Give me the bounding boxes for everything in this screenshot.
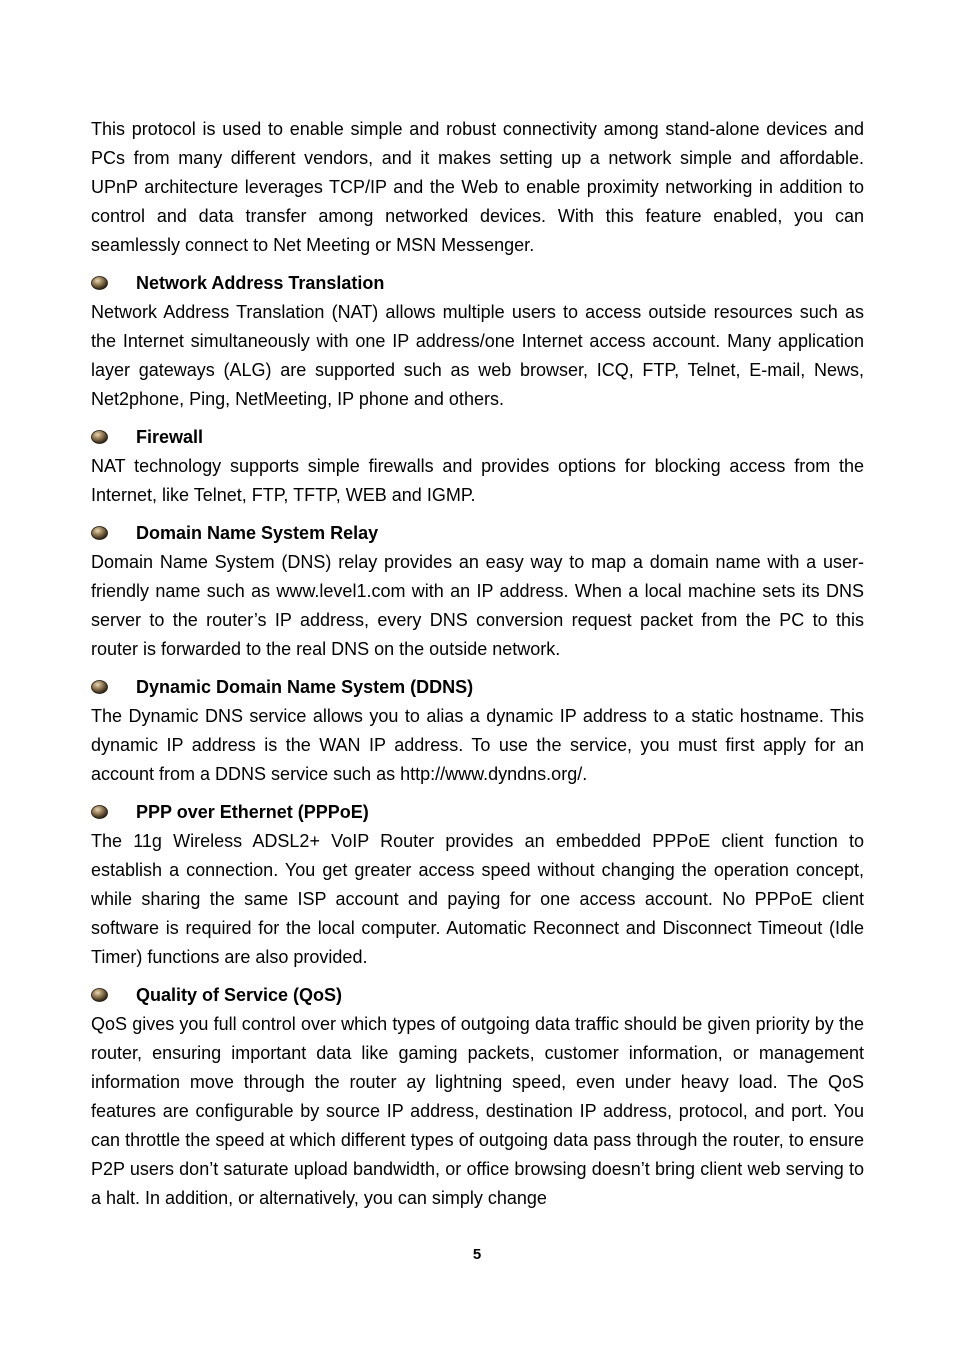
sphere-bullet-icon [91, 680, 108, 694]
section-heading-text: Quality of Service (QoS) [136, 984, 343, 1005]
section-firewall [91, 422, 864, 510]
sphere-bullet-icon [91, 988, 108, 1002]
section-body-nat: Network Address Translation (NAT) allows multiple users to access outside resources such as the Internet simultaneously with one IP address/one Internet access account. Many application layer gateways (ALG) are supported such as web browser, ICQ, FTP, Telnet, E-mail, News, Net2phone, Ping, NetMeeting, IP phone and others. [91, 302, 864, 409]
section-body-qos: QoS gives you full control over which types of outgoing data traffic should be given priority by the router, ensuring important data like gaming packets, customer information, or management information move through the router ay lightning speed, even under heavy load. The QoS features are configurable by source IP address, destination IP address, protocol, and port. You can throttle the speed at which different types of outgoing data pass through the router, to ensure P2P users don’t saturate upload bandwidth, or office browsing doesn’t bring client web serving to a halt. In addition, or alternatively, you can simply change [91, 1014, 864, 1208]
section-heading-firewall [91, 422, 864, 452]
sphere-bullet-icon [91, 430, 108, 444]
page-number: 5 [472, 1246, 482, 1263]
section-heading-ddns [91, 672, 864, 702]
intro-paragraph: This protocol is used to enable simple and robust connectivity among stand-alone devices and PCs from many different vendors, and it makes setting up a network simple and affordable. UPnP architecture leverages TCP/IP and the Web to enable proximity networking in addition to control and data transfer among networked devices. With this feature enabled, you can seamlessly connect to Net Meeting or MSN Messenger. [91, 119, 864, 255]
section-heading-dns-relay [91, 518, 864, 548]
sphere-bullet-icon [91, 276, 108, 290]
sphere-bullet-icon [91, 526, 108, 540]
section-heading-text: Network Address Translation [136, 272, 385, 293]
section-heading-text: Firewall [136, 426, 204, 447]
section-heading-text: Dynamic Domain Name System (DDNS) [136, 676, 474, 697]
section-ddns [91, 672, 864, 789]
section-body-pppoe: The 11g Wireless ADSL2+ VoIP Router provides an embedded PPPoE client function to establish a connection. You get greater access speed without changing the operation concept, while sharing the same ISP account and paying for one access account. No PPPoE client software is required for the local computer. Automatic Reconnect and Disconnect Timeout (Idle Timer) functions are also provided. [91, 831, 864, 967]
section-heading-text: PPP over Ethernet (PPPoE) [136, 801, 369, 822]
section-nat [91, 268, 864, 414]
section-heading-qos [91, 980, 864, 1010]
section-body-dns-relay: Domain Name System (DNS) relay provides an easy way to map a domain name with a user-friendly name such as www.level1.com with an IP address. When a local machine sets its DNS server to the router’s IP address, every DNS conversion request packet from the PC to this router is forwarded to the real DNS on the outside network. [91, 552, 864, 659]
section-pppoe [91, 797, 864, 972]
section-heading-nat [91, 268, 864, 298]
section-heading-pppoe [91, 797, 864, 827]
section-body-firewall: NAT technology supports simple firewalls and provides options for blocking access from the Internet, like Telnet, FTP, TFTP, WEB and IGMP. [91, 456, 864, 505]
sphere-bullet-icon [91, 805, 108, 819]
document-page [91, 115, 864, 1213]
section-dns-relay [91, 518, 864, 664]
section-qos [91, 980, 864, 1213]
section-heading-text: Domain Name System Relay [136, 522, 379, 543]
section-body-ddns: The Dynamic DNS service allows you to alias a dynamic IP address to a static hostname. This dynamic IP address is the WAN IP address. To use the service, you must first apply for an account from a DDNS service such as http://www.dyndns.org/. [91, 706, 864, 784]
